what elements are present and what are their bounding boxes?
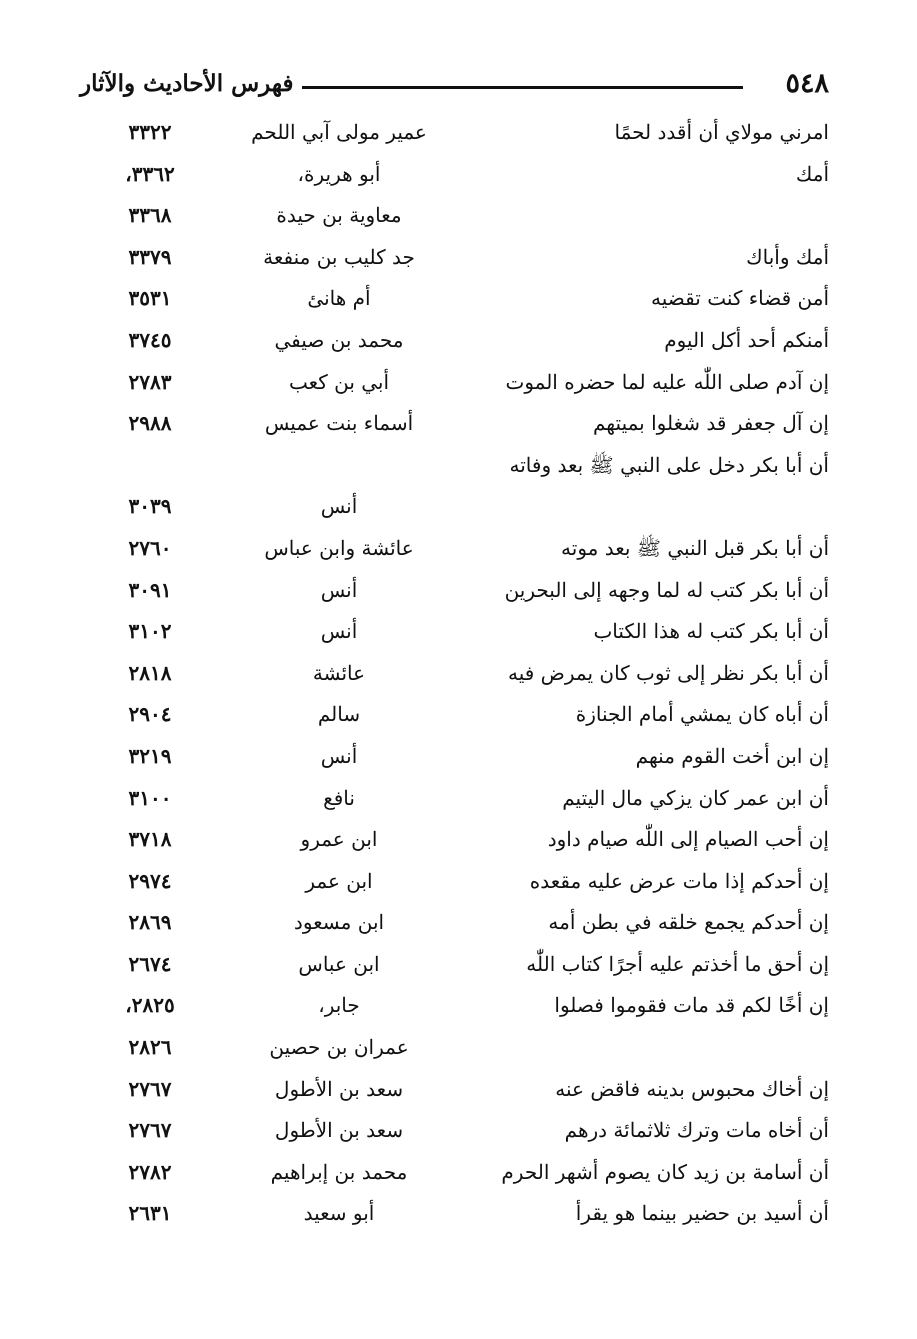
hadith-index-list [80, 112, 829, 1235]
hadith-text: امرني مولاي أن أقدد لحمًا [614, 120, 829, 144]
narrator: أبي بن كعب [288, 369, 390, 394]
index-row [80, 445, 829, 528]
index-row [80, 403, 829, 445]
index-row [80, 611, 829, 653]
index-row [80, 861, 829, 903]
index-row [80, 195, 829, 237]
index-row [80, 902, 829, 944]
running-title: فهرس الأحاديث والآثار [80, 70, 294, 97]
hadith-text: أمك [795, 161, 829, 186]
narrator: سالم [317, 702, 361, 727]
hadith-text: إن أحق ما أخذتم عليه أجرًا كتاب اللّٰه [526, 951, 829, 976]
index-row [80, 154, 829, 196]
narrator: عمران بن حصين [269, 1035, 409, 1060]
narrator: عمير مولى آبي اللحم [251, 120, 427, 144]
hadith-text: أن أبا بكر كتب له لما وجهه إلى البحرين [504, 577, 829, 602]
hadith-number: ٢٧٦٠ [128, 535, 172, 560]
narrator: أم هانئ [307, 286, 371, 311]
narrator: سعد بن الأطول [274, 1076, 404, 1101]
hadith-number: ٢٧٦٧ [128, 1076, 172, 1101]
hadith-number: ٣٣٦٢، [125, 161, 175, 186]
hadith-text: إن ابن أخت القوم منهم [635, 743, 829, 768]
narrator: أنس [320, 494, 358, 519]
index-row [80, 320, 829, 362]
narrator: عائشة [312, 660, 366, 685]
hadith-text: إن أحدكم يجمع خلقه في بطن أمه [548, 910, 829, 935]
narrator: ابن مسعود [293, 910, 385, 935]
narrator: ابن عباس [298, 951, 380, 976]
page-number: ٥٤٨ [785, 68, 829, 99]
hadith-number: ٢٨٢٥، [125, 993, 175, 1018]
hadith-number: ٣١٠٠ [128, 785, 172, 810]
hadith-text: أن أسيد بن حضير بينما هو يقرأ [575, 1201, 829, 1226]
hadith-text: أن أبا بكر نظر إلى ثوب كان يمرض فيه [508, 660, 829, 685]
hadith-text: إن آل جعفر قد شغلوا بميتهم [593, 411, 829, 436]
hadith-number: ٣٠٣٩ [128, 494, 172, 519]
index-row [80, 237, 829, 279]
narrator: جد كليب بن منفعة [263, 244, 415, 269]
hadith-number: ٢٩٠٤ [128, 702, 172, 727]
hadith-text: أن أبا بكر قبل النبي ﷺ بعد موته [561, 535, 829, 560]
index-row [80, 1193, 829, 1235]
index-row [80, 694, 829, 736]
hadith-text: أن ابن عمر كان يزكي مال اليتيم [562, 785, 829, 810]
hadith-text: أن أبا بكر كتب له هذا الكتاب [593, 619, 829, 644]
hadith-text: أن أسامة بن زيد كان يصوم أشهر الحرم [501, 1159, 829, 1184]
index-row [80, 778, 829, 820]
page-header [80, 62, 829, 106]
narrator: جابر، [318, 993, 360, 1018]
hadith-text: أن أخاه مات وترك ثلاثمائة درهم [564, 1118, 829, 1143]
index-row [80, 1152, 829, 1194]
narrator: أبو هريرة، [297, 161, 381, 186]
narrator: سعد بن الأطول [274, 1118, 404, 1143]
index-row [80, 112, 829, 154]
hadith-number: ٢٨٦٩ [128, 910, 172, 935]
narrator: أنس [320, 743, 358, 768]
hadith-text: أمك وأباك [746, 244, 829, 269]
hadith-number: ٢٨٢٦ [128, 1035, 172, 1060]
hadith-text: أمن قضاء كنت تقضيه [651, 286, 829, 311]
hadith-number: ٢٧٨٣ [128, 369, 172, 394]
hadith-number: ٢٩٧٤ [128, 868, 172, 893]
hadith-number: ٣٧١٨ [128, 827, 172, 852]
narrator: ابن عمر [305, 868, 373, 893]
narrator: نافع [323, 785, 355, 810]
hadith-number: ٣٧٤٥ [128, 327, 172, 352]
hadith-number: ٣٣٦٨ [128, 203, 172, 228]
hadith-text: إن آدم صلى اللّٰه عليه لما حضره الموت [505, 369, 829, 394]
hadith-number: ٣٣٢٢ [128, 120, 172, 144]
index-row [80, 653, 829, 695]
hadith-number: ٢٦٧٤ [128, 951, 172, 976]
index-row [80, 985, 829, 1027]
hadith-text: إن أحب الصيام إلى اللّٰه صيام داود [547, 827, 829, 852]
index-row [80, 1069, 829, 1111]
hadith-text: أن أبا بكر دخل على النبي ﷺ بعد وفاته [509, 452, 829, 477]
header-rule [302, 86, 743, 89]
hadith-number: ٣٢١٩ [128, 743, 172, 768]
hadith-number: ٣١٠٢ [128, 619, 172, 644]
narrator: أسماء بنت عميس [264, 411, 414, 436]
hadith-text: إن أخاك محبوس بدينه فاقض عنه [555, 1076, 829, 1101]
narrator: أبو سعيد [303, 1201, 375, 1226]
index-row [80, 528, 829, 570]
hadith-number: ٣٥٣١ [128, 286, 172, 311]
narrator: محمد بن صيفي [274, 327, 404, 352]
narrator: عائشة وابن عباس [264, 535, 414, 560]
narrator: معاوية بن حيدة [276, 203, 402, 228]
index-row [80, 1110, 829, 1152]
narrator: محمد بن إبراهيم [270, 1159, 408, 1184]
hadith-number: ٢٨١٨ [128, 660, 172, 685]
narrator: أنس [320, 577, 358, 602]
narrator: ابن عمرو [300, 827, 378, 852]
index-row [80, 570, 829, 612]
index-row [80, 944, 829, 986]
narrator: أنس [320, 619, 358, 644]
index-row [80, 362, 829, 404]
hadith-number: ٣٠٩١ [128, 577, 172, 602]
hadith-text: إن أخًا لكم قد مات فقوموا فصلوا [554, 993, 829, 1018]
hadith-number: ٢٩٨٨ [128, 411, 172, 436]
hadith-number: ٢٧٦٧ [128, 1118, 172, 1143]
hadith-text: أن أباه كان يمشي أمام الجنازة [575, 702, 829, 727]
hadith-number: ٢٧٨٢ [128, 1159, 172, 1184]
hadith-text: إن أحدكم إذا مات عرض عليه مقعده [529, 868, 829, 893]
index-row [80, 1027, 829, 1069]
hadith-number: ٣٣٧٩ [128, 244, 172, 269]
index-row [80, 278, 829, 320]
hadith-number: ٢٦٣١ [128, 1201, 172, 1226]
hadith-text: أمنكم أحد أكل اليوم [664, 327, 829, 352]
index-row [80, 736, 829, 778]
index-row [80, 819, 829, 861]
